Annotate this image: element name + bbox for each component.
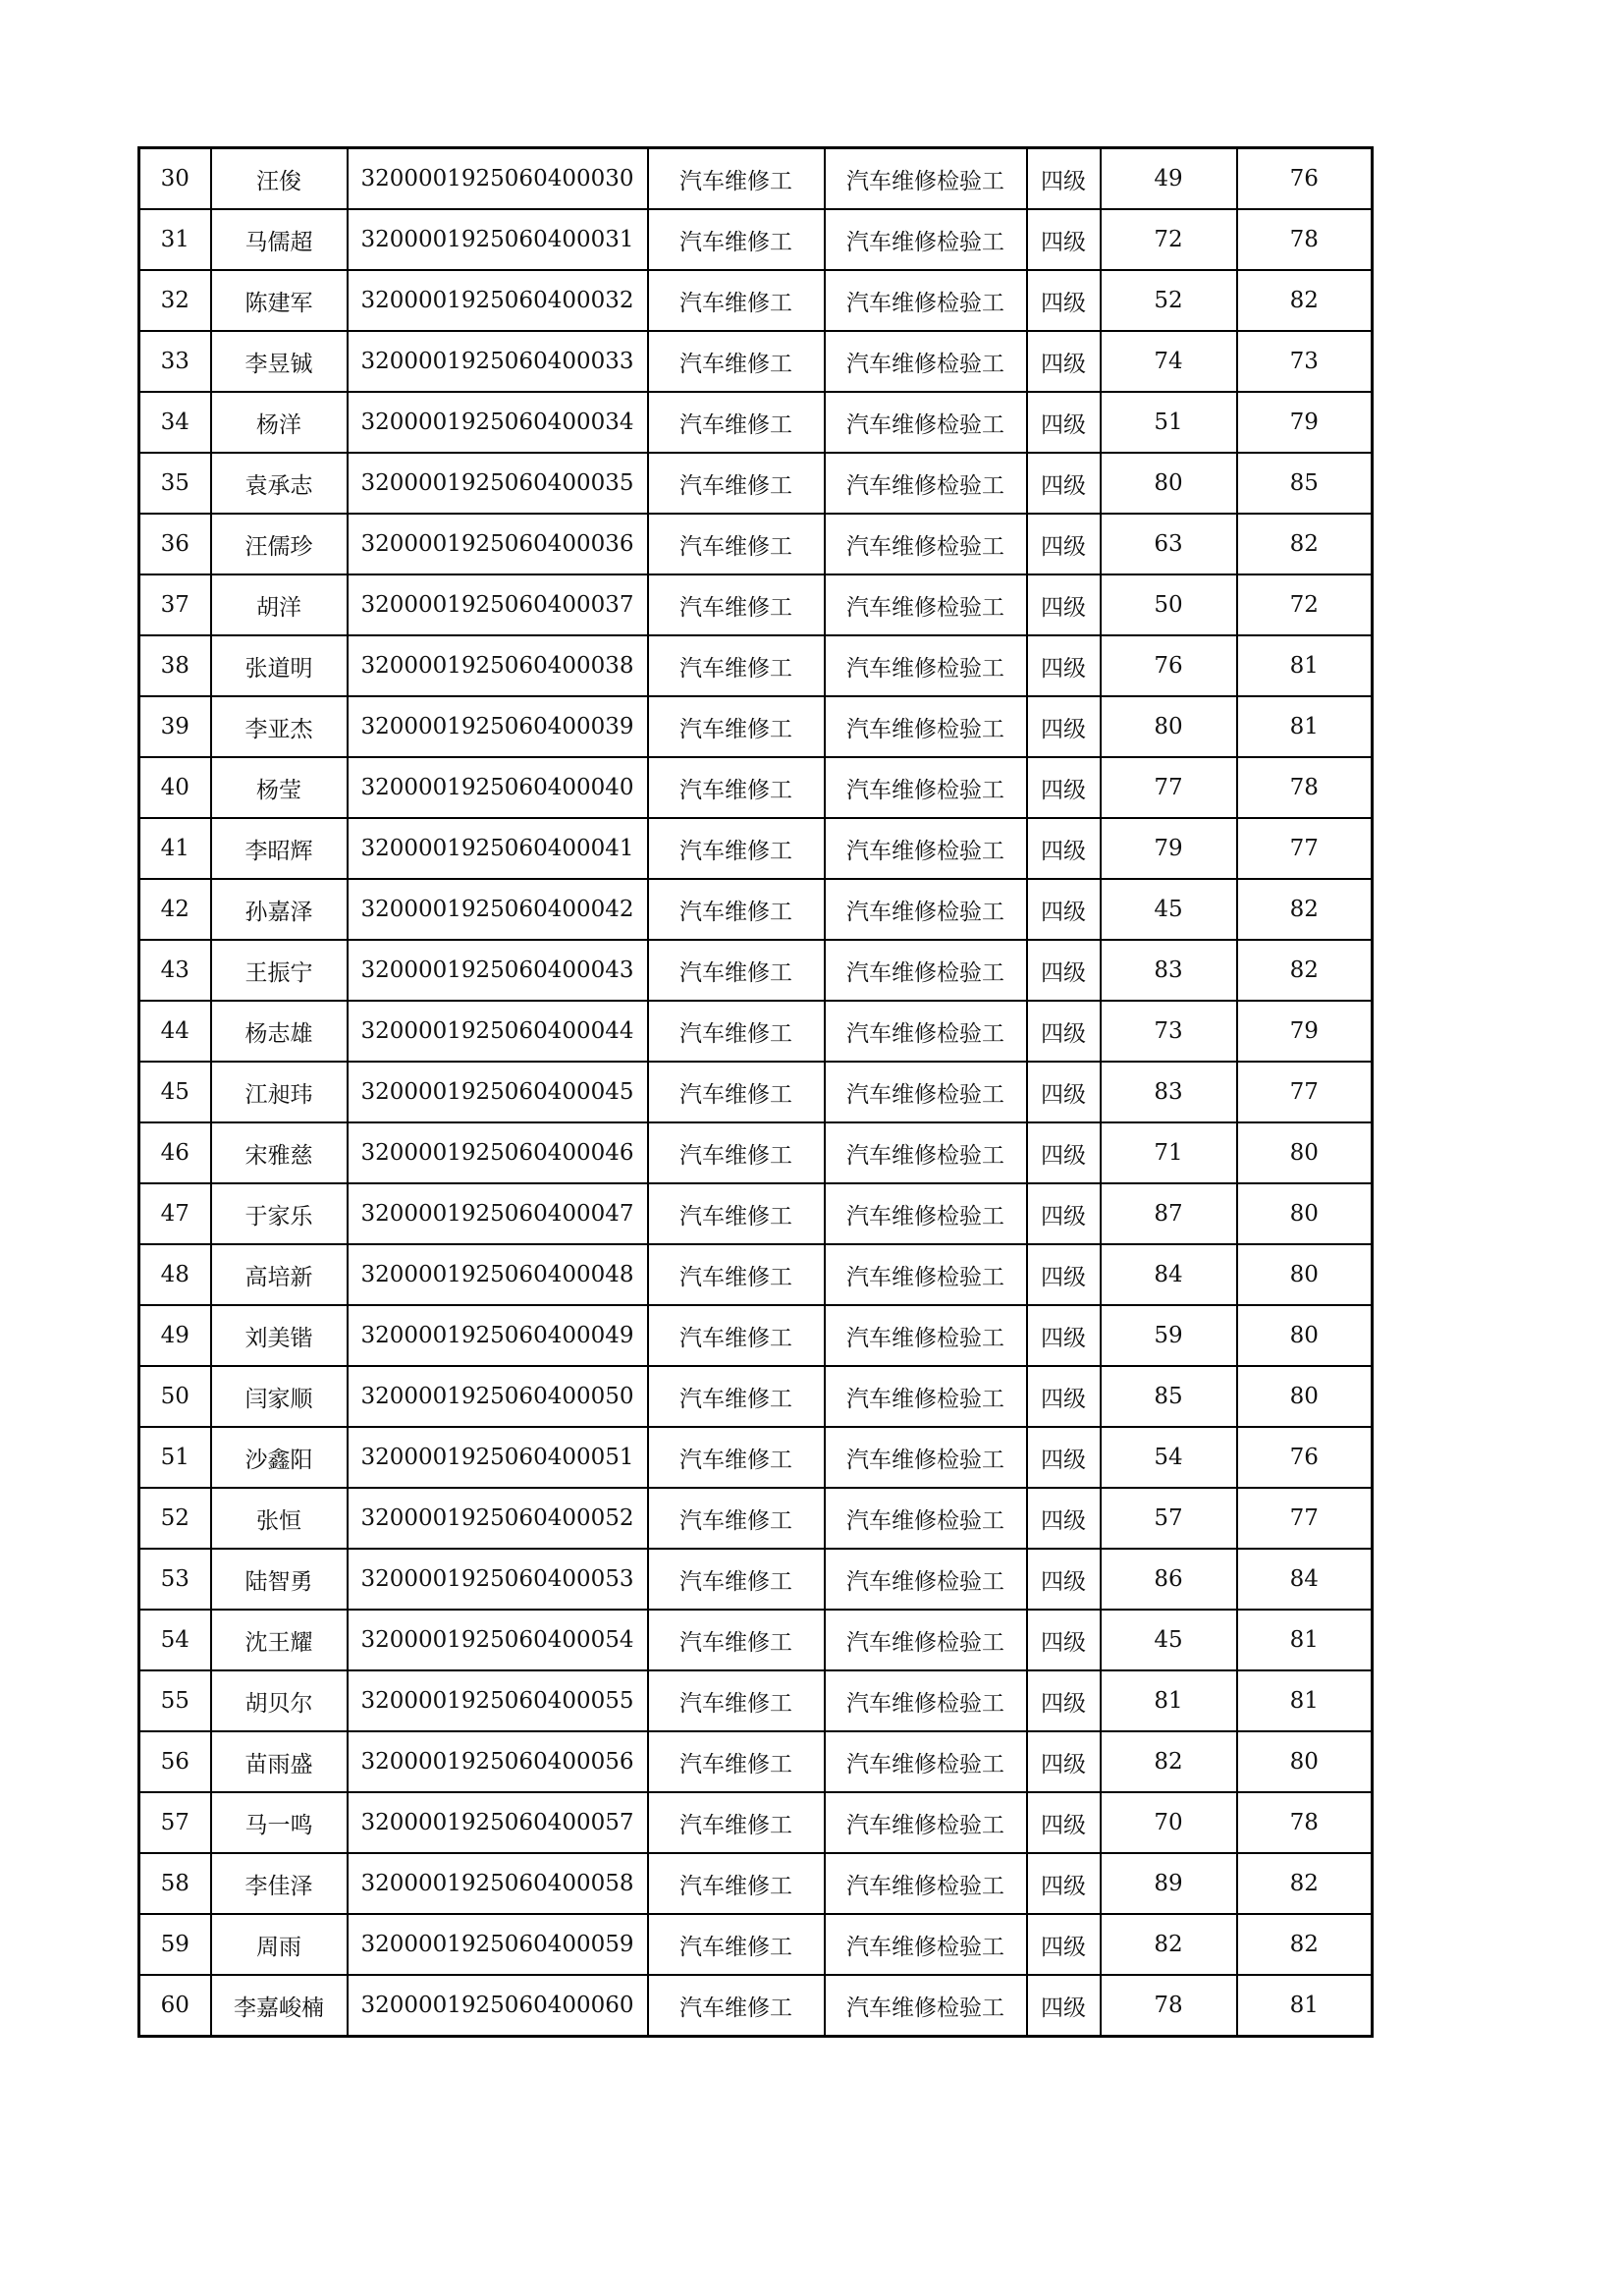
table-row [139,1914,1373,1975]
cell-level: 四级 [1027,1062,1101,1122]
cell-level: 四级 [1027,453,1101,514]
cell-name: 杨洋 [211,392,348,453]
cell-trade: 汽车维修工 [648,574,825,635]
cell-score-1: 80 [1101,453,1237,514]
cell-certificate-id: 3200001925060400044 [348,1001,648,1062]
cell-score-1: 45 [1101,1610,1237,1670]
cell-level: 四级 [1027,940,1101,1001]
cell-score-2: 78 [1237,209,1373,270]
cell-level: 四级 [1027,1244,1101,1305]
cell-score-2: 82 [1237,270,1373,331]
cell-certificate-id: 3200001925060400030 [348,148,648,210]
cell-job-title: 汽车维修检验工 [825,1549,1027,1610]
cell-score-1: 79 [1101,818,1237,879]
cell-job-title: 汽车维修检验工 [825,940,1027,1001]
cell-trade: 汽车维修工 [648,148,825,210]
cell-trade: 汽车维修工 [648,696,825,757]
cell-job-title: 汽车维修检验工 [825,1975,1027,2037]
cell-score-1: 52 [1101,270,1237,331]
cell-job-title: 汽车维修检验工 [825,1366,1027,1427]
cell-certificate-id: 3200001925060400045 [348,1062,648,1122]
table-row [139,1610,1373,1670]
cell-name: 沈王耀 [211,1610,348,1670]
cell-score-1: 85 [1101,1366,1237,1427]
cell-serial-number: 60 [139,1975,211,2037]
cell-serial-number: 35 [139,453,211,514]
cell-score-1: 72 [1101,209,1237,270]
cell-certificate-id: 3200001925060400057 [348,1792,648,1853]
cell-name: 杨志雄 [211,1001,348,1062]
cell-certificate-id: 3200001925060400060 [348,1975,648,2037]
cell-name: 苗雨盛 [211,1731,348,1792]
cell-name: 周雨 [211,1914,348,1975]
cell-trade: 汽车维修工 [648,1731,825,1792]
cell-job-title: 汽车维修检验工 [825,1427,1027,1488]
cell-trade: 汽车维修工 [648,1792,825,1853]
cell-score-1: 74 [1101,331,1237,392]
cell-level: 四级 [1027,331,1101,392]
table-row [139,1122,1373,1183]
cell-score-2: 77 [1237,1488,1373,1549]
cell-trade: 汽车维修工 [648,1001,825,1062]
cell-trade: 汽车维修工 [648,209,825,270]
cell-level: 四级 [1027,635,1101,696]
table-row [139,1792,1373,1853]
cell-certificate-id: 3200001925060400053 [348,1549,648,1610]
table-row [139,1183,1373,1244]
cell-job-title: 汽车维修检验工 [825,1792,1027,1853]
cell-score-1: 83 [1101,940,1237,1001]
cell-level: 四级 [1027,1975,1101,2037]
cell-level: 四级 [1027,1549,1101,1610]
cell-name: 李昱铖 [211,331,348,392]
cell-name: 高培新 [211,1244,348,1305]
cell-trade: 汽车维修工 [648,1183,825,1244]
cell-score-2: 81 [1237,1610,1373,1670]
cell-certificate-id: 3200001925060400034 [348,392,648,453]
cell-trade: 汽车维修工 [648,514,825,574]
table-row [139,1427,1373,1488]
cell-level: 四级 [1027,574,1101,635]
cell-job-title: 汽车维修检验工 [825,1062,1027,1122]
table-body [139,148,1373,2037]
cell-job-title: 汽车维修检验工 [825,1914,1027,1975]
cell-certificate-id: 3200001925060400038 [348,635,648,696]
cell-certificate-id: 3200001925060400052 [348,1488,648,1549]
cell-certificate-id: 3200001925060400046 [348,1122,648,1183]
cell-score-2: 72 [1237,574,1373,635]
cell-name: 胡洋 [211,574,348,635]
cell-name: 马儒超 [211,209,348,270]
cell-trade: 汽车维修工 [648,1488,825,1549]
cell-serial-number: 38 [139,635,211,696]
cell-job-title: 汽车维修检验工 [825,209,1027,270]
cell-serial-number: 42 [139,879,211,940]
cell-certificate-id: 3200001925060400051 [348,1427,648,1488]
table-row [139,1731,1373,1792]
cell-score-1: 54 [1101,1427,1237,1488]
cell-trade: 汽车维修工 [648,270,825,331]
cell-score-1: 71 [1101,1122,1237,1183]
cell-job-title: 汽车维修检验工 [825,574,1027,635]
cell-level: 四级 [1027,1183,1101,1244]
cell-score-1: 70 [1101,1792,1237,1853]
table-row [139,1366,1373,1427]
cell-name: 袁承志 [211,453,348,514]
table-row [139,392,1373,453]
cell-level: 四级 [1027,1488,1101,1549]
cell-serial-number: 37 [139,574,211,635]
cell-serial-number: 49 [139,1305,211,1366]
cell-score-1: 51 [1101,392,1237,453]
cell-score-2: 82 [1237,1853,1373,1914]
cell-name: 李嘉峻楠 [211,1975,348,2037]
cell-name: 胡贝尔 [211,1670,348,1731]
cell-certificate-id: 3200001925060400039 [348,696,648,757]
cell-score-2: 81 [1237,1975,1373,2037]
cell-score-2: 81 [1237,1670,1373,1731]
cell-score-2: 80 [1237,1122,1373,1183]
cell-serial-number: 48 [139,1244,211,1305]
cell-job-title: 汽车维修检验工 [825,1488,1027,1549]
cell-trade: 汽车维修工 [648,1305,825,1366]
cell-certificate-id: 3200001925060400056 [348,1731,648,1792]
cell-job-title: 汽车维修检验工 [825,818,1027,879]
cell-score-2: 76 [1237,148,1373,210]
table-row [139,1244,1373,1305]
cell-trade: 汽车维修工 [648,331,825,392]
table-row [139,940,1373,1001]
cell-serial-number: 44 [139,1001,211,1062]
cell-level: 四级 [1027,757,1101,818]
table-row [139,148,1373,210]
cell-name: 沙鑫阳 [211,1427,348,1488]
cell-trade: 汽车维修工 [648,1610,825,1670]
cell-score-2: 82 [1237,879,1373,940]
cell-trade: 汽车维修工 [648,940,825,1001]
cell-score-1: 63 [1101,514,1237,574]
table-row [139,514,1373,574]
cell-trade: 汽车维修工 [648,1853,825,1914]
cell-serial-number: 45 [139,1062,211,1122]
cell-serial-number: 57 [139,1792,211,1853]
cell-name: 汪俊 [211,148,348,210]
cell-level: 四级 [1027,392,1101,453]
cell-certificate-id: 3200001925060400041 [348,818,648,879]
cell-name: 陈建军 [211,270,348,331]
cell-score-2: 80 [1237,1366,1373,1427]
cell-score-1: 76 [1101,635,1237,696]
table-row [139,1670,1373,1731]
cell-serial-number: 47 [139,1183,211,1244]
cell-certificate-id: 3200001925060400048 [348,1244,648,1305]
cell-name: 江昶玮 [211,1062,348,1122]
table-row [139,757,1373,818]
cell-certificate-id: 3200001925060400055 [348,1670,648,1731]
cell-trade: 汽车维修工 [648,453,825,514]
cell-score-2: 81 [1237,696,1373,757]
cell-level: 四级 [1027,148,1101,210]
cell-name: 李佳泽 [211,1853,348,1914]
table-row [139,1975,1373,2037]
cell-job-title: 汽车维修检验工 [825,331,1027,392]
cell-name: 张道明 [211,635,348,696]
cell-certificate-id: 3200001925060400054 [348,1610,648,1670]
cell-level: 四级 [1027,1366,1101,1427]
cell-job-title: 汽车维修检验工 [825,270,1027,331]
cell-score-1: 45 [1101,879,1237,940]
cell-level: 四级 [1027,1670,1101,1731]
cell-serial-number: 51 [139,1427,211,1488]
cell-score-2: 80 [1237,1244,1373,1305]
cell-job-title: 汽车维修检验工 [825,1122,1027,1183]
cell-certificate-id: 3200001925060400037 [348,574,648,635]
cell-name: 汪儒珍 [211,514,348,574]
cell-score-1: 57 [1101,1488,1237,1549]
cell-serial-number: 46 [139,1122,211,1183]
cell-certificate-id: 3200001925060400050 [348,1366,648,1427]
cell-name: 于家乐 [211,1183,348,1244]
cell-job-title: 汽车维修检验工 [825,1244,1027,1305]
cell-job-title: 汽车维修检验工 [825,1001,1027,1062]
cell-trade: 汽车维修工 [648,1062,825,1122]
table-row [139,270,1373,331]
cell-score-2: 80 [1237,1183,1373,1244]
table-row [139,1488,1373,1549]
cell-name: 闫家顺 [211,1366,348,1427]
cell-name: 杨莹 [211,757,348,818]
cell-certificate-id: 3200001925060400036 [348,514,648,574]
cell-score-2: 82 [1237,1914,1373,1975]
cell-job-title: 汽车维修检验工 [825,392,1027,453]
cell-score-1: 80 [1101,696,1237,757]
cell-trade: 汽车维修工 [648,879,825,940]
cell-name: 张恒 [211,1488,348,1549]
cell-serial-number: 55 [139,1670,211,1731]
cell-name: 刘美锴 [211,1305,348,1366]
cell-name: 王振宁 [211,940,348,1001]
table-row [139,331,1373,392]
table-row [139,574,1373,635]
cell-name: 李亚杰 [211,696,348,757]
cell-trade: 汽车维修工 [648,1366,825,1427]
cell-certificate-id: 3200001925060400043 [348,940,648,1001]
cell-serial-number: 53 [139,1549,211,1610]
cell-trade: 汽车维修工 [648,392,825,453]
cell-score-2: 79 [1237,392,1373,453]
cell-certificate-id: 3200001925060400040 [348,757,648,818]
cell-score-2: 80 [1237,1731,1373,1792]
cell-trade: 汽车维修工 [648,1549,825,1610]
cell-score-1: 87 [1101,1183,1237,1244]
table-row [139,818,1373,879]
cell-serial-number: 30 [139,148,211,210]
cell-level: 四级 [1027,209,1101,270]
cell-trade: 汽车维修工 [648,757,825,818]
cell-job-title: 汽车维修检验工 [825,148,1027,210]
cell-serial-number: 40 [139,757,211,818]
cell-trade: 汽车维修工 [648,1914,825,1975]
cell-score-1: 50 [1101,574,1237,635]
cell-score-2: 82 [1237,940,1373,1001]
table-row [139,635,1373,696]
cell-job-title: 汽车维修检验工 [825,696,1027,757]
cell-level: 四级 [1027,818,1101,879]
cell-name: 李昭辉 [211,818,348,879]
cell-trade: 汽车维修工 [648,635,825,696]
cell-job-title: 汽车维修检验工 [825,1183,1027,1244]
table-row [139,1305,1373,1366]
cell-job-title: 汽车维修检验工 [825,879,1027,940]
cell-level: 四级 [1027,696,1101,757]
table-row [139,1549,1373,1610]
table-row [139,879,1373,940]
cell-score-1: 81 [1101,1670,1237,1731]
cell-certificate-id: 3200001925060400058 [348,1853,648,1914]
cell-score-2: 77 [1237,1062,1373,1122]
table-row [139,1001,1373,1062]
cell-serial-number: 31 [139,209,211,270]
table-row [139,1853,1373,1914]
cell-score-1: 73 [1101,1001,1237,1062]
cell-score-2: 80 [1237,1305,1373,1366]
cell-job-title: 汽车维修检验工 [825,1670,1027,1731]
cell-serial-number: 41 [139,818,211,879]
cell-certificate-id: 3200001925060400035 [348,453,648,514]
cell-score-2: 73 [1237,331,1373,392]
cell-score-2: 78 [1237,1792,1373,1853]
cell-serial-number: 34 [139,392,211,453]
cell-score-1: 89 [1101,1853,1237,1914]
cell-name: 陆智勇 [211,1549,348,1610]
cell-name: 宋雅慈 [211,1122,348,1183]
cell-job-title: 汽车维修检验工 [825,453,1027,514]
cell-certificate-id: 3200001925060400042 [348,879,648,940]
cell-certificate-id: 3200001925060400049 [348,1305,648,1366]
cell-level: 四级 [1027,1914,1101,1975]
cell-score-1: 77 [1101,757,1237,818]
cell-score-2: 81 [1237,635,1373,696]
cell-score-2: 82 [1237,514,1373,574]
cell-certificate-id: 3200001925060400033 [348,331,648,392]
cell-score-1: 86 [1101,1549,1237,1610]
score-table [137,146,1374,2038]
cell-serial-number: 52 [139,1488,211,1549]
cell-score-1: 78 [1101,1975,1237,2037]
cell-score-1: 59 [1101,1305,1237,1366]
cell-serial-number: 43 [139,940,211,1001]
cell-score-2: 85 [1237,453,1373,514]
cell-serial-number: 50 [139,1366,211,1427]
cell-serial-number: 39 [139,696,211,757]
cell-trade: 汽车维修工 [648,818,825,879]
cell-level: 四级 [1027,1305,1101,1366]
cell-serial-number: 54 [139,1610,211,1670]
table-row [139,453,1373,514]
cell-serial-number: 56 [139,1731,211,1792]
cell-score-2: 79 [1237,1001,1373,1062]
cell-job-title: 汽车维修检验工 [825,757,1027,818]
cell-job-title: 汽车维修检验工 [825,1853,1027,1914]
cell-certificate-id: 3200001925060400031 [348,209,648,270]
cell-certificate-id: 3200001925060400059 [348,1914,648,1975]
cell-job-title: 汽车维修检验工 [825,1610,1027,1670]
cell-name: 孙嘉泽 [211,879,348,940]
cell-score-1: 82 [1101,1914,1237,1975]
cell-level: 四级 [1027,270,1101,331]
cell-trade: 汽车维修工 [648,1244,825,1305]
cell-score-1: 49 [1101,148,1237,210]
cell-job-title: 汽车维修检验工 [825,635,1027,696]
cell-score-1: 82 [1101,1731,1237,1792]
cell-name: 马一鸣 [211,1792,348,1853]
cell-level: 四级 [1027,1792,1101,1853]
cell-job-title: 汽车维修检验工 [825,1731,1027,1792]
table-row [139,209,1373,270]
cell-job-title: 汽车维修检验工 [825,1305,1027,1366]
cell-level: 四级 [1027,879,1101,940]
cell-serial-number: 58 [139,1853,211,1914]
cell-certificate-id: 3200001925060400047 [348,1183,648,1244]
cell-level: 四级 [1027,514,1101,574]
table-row [139,1062,1373,1122]
cell-level: 四级 [1027,1001,1101,1062]
cell-level: 四级 [1027,1122,1101,1183]
cell-level: 四级 [1027,1853,1101,1914]
cell-job-title: 汽车维修检验工 [825,514,1027,574]
cell-serial-number: 36 [139,514,211,574]
cell-level: 四级 [1027,1610,1101,1670]
cell-score-2: 84 [1237,1549,1373,1610]
cell-serial-number: 59 [139,1914,211,1975]
cell-score-2: 77 [1237,818,1373,879]
cell-trade: 汽车维修工 [648,1975,825,2037]
table-row [139,696,1373,757]
cell-trade: 汽车维修工 [648,1122,825,1183]
cell-score-2: 76 [1237,1427,1373,1488]
cell-level: 四级 [1027,1731,1101,1792]
cell-serial-number: 33 [139,331,211,392]
cell-trade: 汽车维修工 [648,1427,825,1488]
cell-serial-number: 32 [139,270,211,331]
cell-trade: 汽车维修工 [648,1670,825,1731]
cell-score-1: 84 [1101,1244,1237,1305]
cell-certificate-id: 3200001925060400032 [348,270,648,331]
cell-level: 四级 [1027,1427,1101,1488]
cell-score-1: 83 [1101,1062,1237,1122]
cell-score-2: 78 [1237,757,1373,818]
